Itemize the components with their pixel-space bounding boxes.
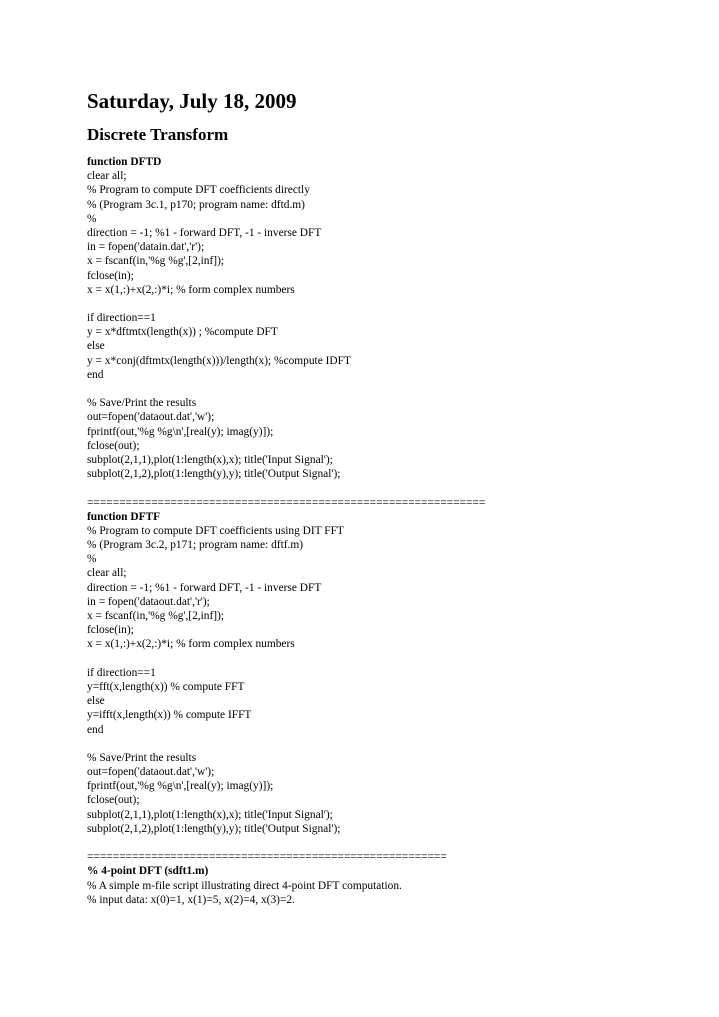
code-line: ============================================================== [87, 496, 486, 509]
code-line [87, 652, 707, 666]
code-line: % Save/Print the results [87, 751, 197, 764]
code-line: x = x(1,:)+x(2,:)*i; % form complex numbers [87, 283, 295, 296]
code-line: fclose(out); [87, 794, 140, 807]
code-line: % Program to compute DFT coefficients directly [87, 184, 310, 197]
code-line: % [87, 553, 97, 566]
code-section-heading: % 4-point DFT (sdft1.m) [87, 865, 209, 878]
code-line: else [87, 340, 105, 353]
code-line: fprintf(out,'%g %g\n',[real(y); imag(y)]); [87, 425, 274, 438]
code-line: out=fopen('dataout.dat','w'); [87, 411, 215, 424]
code-line: direction = -1; %1 - forward DFT, -1 - inverse DFT [87, 226, 322, 239]
code-line: x = fscanf(in,'%g %g',[2,inf]); [87, 610, 225, 622]
code-line [87, 737, 707, 751]
code-line: direction = -1; %1 - forward DFT, -1 - inverse DFT [87, 581, 322, 594]
code-section-heading: function DFTF [87, 510, 161, 523]
code-line: subplot(2,1,1),plot(1:length(x),x); title('Input Signal'); [87, 808, 333, 821]
code-line [87, 297, 707, 311]
code-line: in = fopen('datain.dat','r'); [87, 241, 205, 254]
code-line: % A simple m-file script illustrating direct 4-point DFT computation. [87, 879, 402, 892]
code-line [87, 836, 707, 850]
code-line: fclose(out); [87, 439, 140, 452]
code-line: y=fft(x,length(x)) % compute FFT [87, 680, 245, 693]
code-line: subplot(2,1,2),plot(1:length(y),y); title('Output Signal'); [87, 822, 341, 835]
code-line: subplot(2,1,1),plot(1:length(x),x); title('Input Signal'); [87, 453, 333, 466]
code-line: clear all; [87, 567, 127, 580]
code-line: fclose(in); [87, 624, 134, 637]
code-line: % (Program 3c.1, p170; program name: dftd.m) [87, 198, 305, 211]
blog-post [87, 88, 707, 907]
code-line: if direction==1 [87, 312, 156, 325]
code-line: fprintf(out,'%g %g\n',[real(y); imag(y)]); [87, 780, 274, 793]
code-line: fclose(in); [87, 269, 134, 282]
code-line: % Save/Print the results [87, 397, 197, 410]
code-line: in = fopen('dataout.dat','r'); [87, 595, 210, 608]
code-line: if direction==1 [87, 666, 156, 679]
code-line: x = x(1,:)+x(2,:)*i; % form complex numbers [87, 638, 295, 651]
code-line: y=ifft(x,length(x)) % compute IFFT [87, 709, 252, 722]
code-line: else [87, 695, 105, 708]
post-title: Discrete Transform [87, 125, 229, 144]
post-body-code [87, 155, 707, 907]
code-line: end [87, 368, 104, 381]
code-line: clear all; [87, 170, 127, 183]
code-line: subplot(2,1,2),plot(1:length(y),y); title('Output Signal'); [87, 468, 341, 481]
code-line: y = x*conj(dftmtx(length(x)))/length(x); %compute IDFT [87, 354, 351, 367]
code-line: out=fopen('dataout.dat','w'); [87, 766, 215, 779]
code-line: % (Program 3c.2, p171; program name: dftf.m) [87, 539, 304, 552]
code-line [87, 382, 707, 396]
code-line: % input data: x(0)=1, x(1)=5, x(2)=4, x(3)=2. [87, 893, 295, 906]
code-line: x = fscanf(in,'%g %g',[2,inf]); [87, 255, 225, 268]
post-date-heading: Saturday, July 18, 2009 [87, 89, 297, 113]
code-line: end [87, 723, 104, 736]
code-line: ======================================================== [87, 851, 447, 864]
code-section-heading: function DFTD [87, 156, 162, 168]
code-line: % Program to compute DFT coefficients using DIT FFT [87, 524, 344, 537]
code-line: y = x*dftmtx(length(x)) ; %compute DFT [87, 326, 278, 339]
code-line: % [87, 212, 97, 225]
code-line [87, 481, 707, 495]
